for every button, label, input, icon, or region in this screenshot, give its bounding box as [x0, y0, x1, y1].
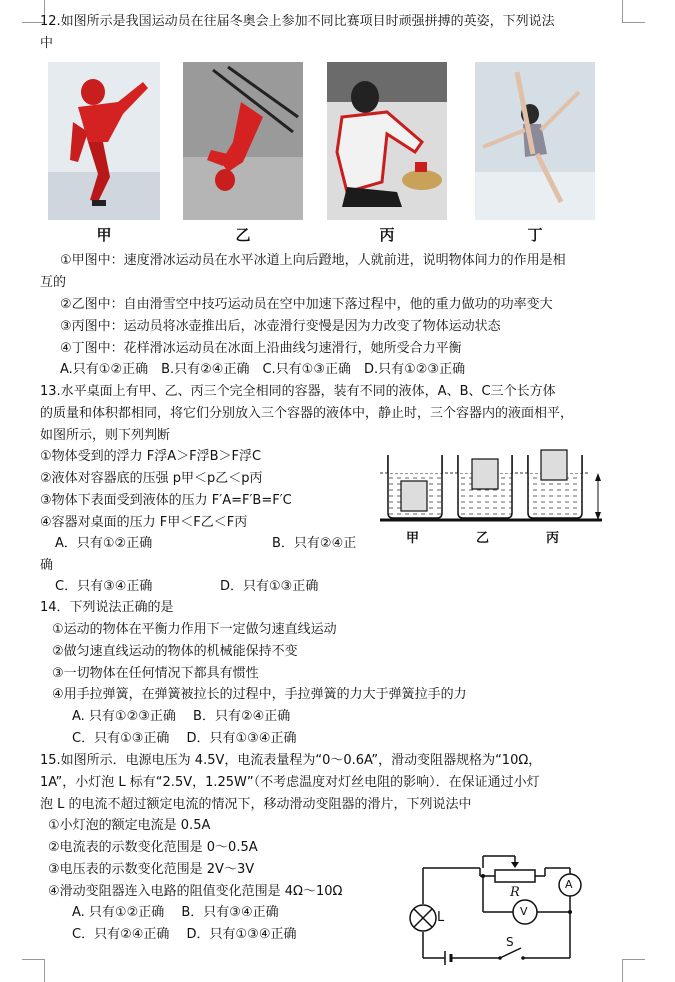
q14-stem: 14．下列说法正确的是 — [40, 600, 174, 615]
q15-statement-2: ②电流表的示数变化范围是 0～0.5A — [48, 840, 258, 855]
corner-mark-bottom-left — [22, 959, 45, 982]
q15-options-line1: A. 只有①②正确 B．只有③④正确 — [72, 905, 279, 920]
q13-option-c: C．只有③④正确 — [55, 579, 153, 594]
q12-caption-ding: 丁 — [527, 226, 543, 244]
q13-fig-label-bing: 丙 — [546, 531, 560, 546]
q13-option-b-cont: 确 — [40, 558, 54, 573]
q12-caption-jia: 甲 — [96, 226, 112, 244]
q12-options: A.只有①②正确 B.只有②④正确 C.只有①③正确 D.只有①②③正确 — [60, 362, 466, 377]
photo-figure-skater — [475, 62, 595, 220]
q13-option-a: A．只有①②正确 — [55, 536, 153, 551]
q13-statement-2: ②液体对容器底的压强 p甲＜p乙＜p丙 — [40, 471, 263, 486]
q14-statement-4: ④用手拉弹簧，在弹簧被拉长的过程中，手拉弹簧的力大于弹簧拉手的力 — [52, 687, 467, 702]
q15-statement-4: ④滑动变阻器连入电路的阻值变化范围是 4Ω～10Ω — [48, 884, 343, 899]
q15-circuit-diagram — [405, 848, 595, 970]
q13-statement-4: ④容器对桌面的压力 F甲＜F乙＜F丙 — [40, 515, 248, 530]
q14-options-line1: A. 只有①②③正确 B．只有②④正确 — [72, 709, 291, 724]
circuit-label-v: V — [520, 905, 528, 918]
q12-statement-1: ①甲图中：速度滑冰运动员在水平冰道上向后蹬地，人就前进，说明物体间力的作用是相 — [60, 253, 566, 268]
circuit-label-r: R — [510, 885, 520, 900]
q13-fig-label-jia: 甲 — [406, 531, 420, 546]
photo-aerial-skier — [183, 62, 303, 220]
q13-option-d: D．只有①③正确 — [220, 579, 319, 594]
q12-caption-yi: 乙 — [235, 226, 251, 244]
q14-options-line2: C．只有①③正确 D．只有①③④正确 — [72, 731, 297, 746]
q13-option-b: B．只有②④正 — [272, 536, 357, 551]
photo-curler — [327, 62, 447, 220]
corner-mark-top-right — [622, 0, 645, 23]
q15-options-line2: C．只有②④正确 D．只有①③④正确 — [72, 927, 297, 942]
q14-statement-1: ①运动的物体在平衡力作用下一定做匀速直线运动 — [52, 622, 337, 637]
q15-stem-line2: 1A”，小灯泡 L 标有“2.5V，1.25W”（不考虑温度对灯丝电阻的影响）．在保证通过小灯 — [40, 775, 540, 790]
q15-statement-1: ①小灯泡的额定电流是 0.5A — [48, 818, 211, 833]
q13-fig-label-yi: 乙 — [476, 531, 490, 546]
q12-statement-2: ②乙图中：自由滑雪空中技巧运动员在空中加速下落过程中，他的重力做功的功率变大 — [60, 297, 553, 312]
circuit-label-a: A — [565, 878, 573, 891]
q12-caption-bing: 丙 — [379, 226, 395, 244]
photo-speed-skater — [48, 62, 160, 220]
q12-stem-line1: 12.如图所示是我国运动员在往届冬奥会上参加不同比赛项目时顽强拼搏的英姿，下列说法 — [40, 14, 555, 29]
q15-stem-line3: 泡 L 的电流不超过额定电流的情况下，移动滑动变阻器的滑片，下列说法中 — [40, 797, 472, 812]
q12-statement-4: ④丁图中：花样滑冰运动员在冰面上沿曲线匀速滑行，她所受合力平衡 — [60, 341, 462, 356]
q12-stem-line2: 中 — [40, 36, 54, 51]
rheostat-body — [495, 870, 535, 882]
circuit-label-l: L — [437, 910, 445, 925]
q13-statement-1: ①物体受到的浮力 F浮A＞F浮B＞F浮C — [40, 449, 262, 464]
corner-mark-bottom-right — [622, 959, 645, 982]
q14-statement-2: ②做匀速直线运动的物体的机械能保持不变 — [52, 644, 298, 659]
circuit-label-s: S — [506, 935, 514, 949]
q12-statement-3: ③丙图中：运动员将冰壶推出后，冰壶滑行变慢是因为力改变了物体运动状态 — [60, 319, 501, 334]
q15-stem-line1: 15.如图所示．电源电压为 4.5V，电流表量程为“0～0.6A”，滑动变阻器规格为“10Ω， — [40, 753, 542, 768]
q13-stem-line1: 13.水平桌面上有甲、乙、丙三个完全相同的容器，装有不同的液体，A、B、C三个长方体 — [40, 384, 556, 399]
q15-statement-3: ③电压表的示数变化范围是 2V～3V — [48, 862, 255, 877]
q13-stem-line3: 如图所示，则下列判断 — [40, 428, 171, 443]
q14-statement-3: ③一切物体在任何情况下都具有惯性 — [52, 666, 259, 681]
q13-statement-3: ③物体下表面受到液体的压力 F′A=F′B=F′C — [40, 493, 292, 508]
q12-statement-1-cont: 互的 — [40, 275, 67, 290]
q13-stem-line2: 的质量和体积都相同，将它们分别放入三个容器的液体中，静止时，三个容器内的液面相平， — [40, 406, 574, 421]
